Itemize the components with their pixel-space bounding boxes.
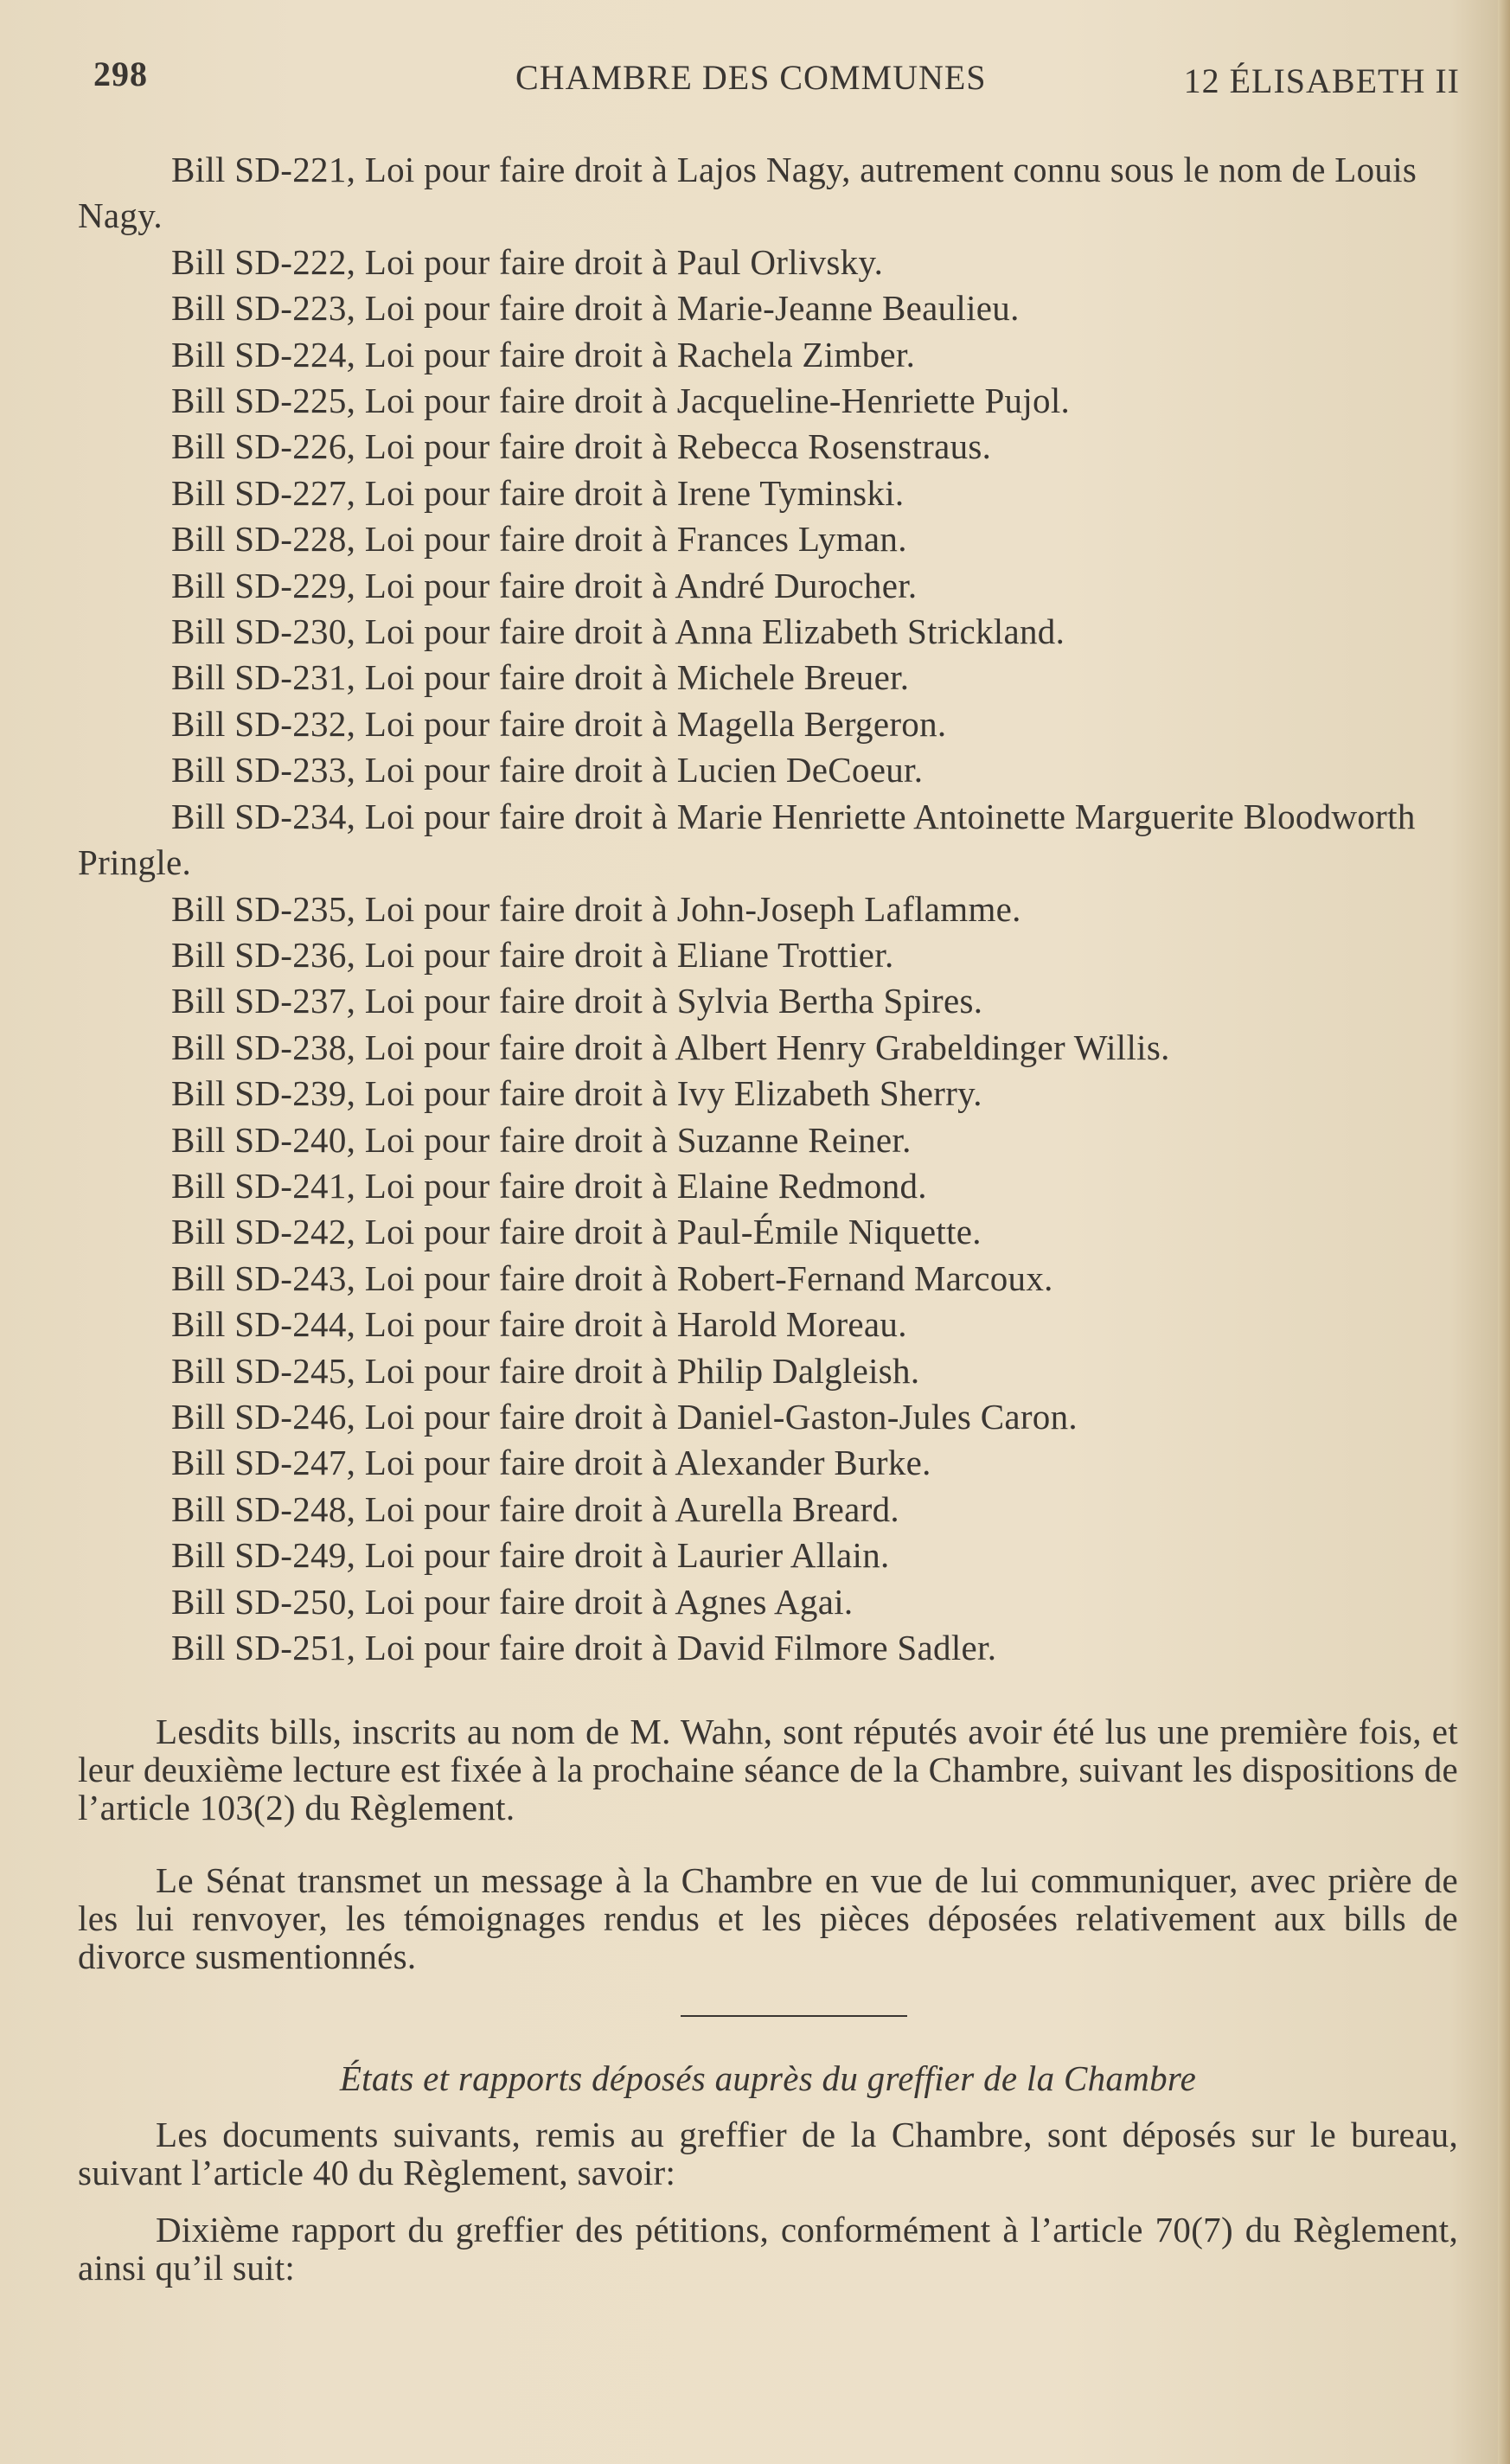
bill-entry: Bill SD-236, Loi pour faire droit à Eliane Trottier. [171, 934, 894, 975]
chamber-name: CHAMBRE DES COMMUNES [515, 58, 987, 97]
bill-entry: Bill SD-251, Loi pour faire droit à David Filmore Sadler. [171, 1628, 997, 1667]
documents-intro-paragraph: Les documents suivants, remis au greffier de la Chambre, sont déposés sur le bureau, suivant l’article 40 du Règlement, savoir: [78, 2115, 1458, 2193]
bill-entry: Bill SD-223, Loi pour faire droit à Marie-Jeanne Beaulieu. [171, 288, 1020, 329]
bill-entry: Bill SD-239, Loi pour faire droit à Ivy Elizabeth Sherry. [171, 1073, 982, 1114]
bill-entry: Bill SD-227, Loi pour faire droit à Irene Tyminski. [171, 472, 905, 513]
bill-entry: Bill SD-229, Loi pour faire droit à André Durocher. [171, 565, 918, 605]
bill-entry: Bill SD-242, Loi pour faire droit à Paul-Émile Niquette. [171, 1212, 982, 1252]
section-heading: États et rapports déposés auprès du greffier de la Chambre [339, 2058, 1197, 2099]
bill-entry: Bill SD-246, Loi pour faire droit à Daniel-Gaston-Jules Caron. [171, 1396, 1078, 1437]
bill-entry: Bill SD-231, Loi pour faire droit à Michele Breuer. [171, 657, 910, 698]
spacer [78, 1827, 1458, 1861]
spacer [78, 2192, 1458, 2211]
bill-entry: Bill SD-244, Loi pour faire droit à Harold Moreau. [171, 1304, 907, 1345]
bill-entry: Bill SD-233, Loi pour faire droit à Lucien DeCoeur. [171, 750, 924, 790]
bill-entry: Bill SD-225, Loi pour faire droit à Jacqueline-Henriette Pujol. [171, 381, 1071, 421]
bill-entry: Bill SD-238, Loi pour faire droit à Albert Henry Grabeldinger Willis. [171, 1027, 1170, 1067]
spacer [78, 1671, 1458, 1712]
bill-entry: Bill SD-243, Loi pour faire droit à Robert-Fernand Marcoux. [171, 1258, 1053, 1298]
page-edge [1498, 0, 1510, 2464]
bill-entry: Bill SD-232, Loi pour faire droit à Magella Bergeron. [171, 703, 947, 744]
bill-entry: Bill SD-234, Loi pour faire droit à Marie Henriette Antoinette Marguerite Bloodworth Pringle. [78, 796, 1416, 883]
bill-entry: Bill SD-237, Loi pour faire droit à Sylvia Bertha Spires. [171, 981, 983, 1021]
bill-entry: Bill SD-235, Loi pour faire droit à John-Joseph Laflamme. [171, 888, 1021, 929]
bill-entry: Bill SD-250, Loi pour faire droit à Agnes Agai. [171, 1581, 854, 1622]
bill-entry: Bill SD-228, Loi pour faire droit à Frances Lyman. [171, 519, 907, 560]
bill-list [78, 147, 1458, 1671]
petitions-report-paragraph: Dixième rapport du greffier des pétitions, conformément à l’article 70(7) du Règlement, ainsi qu’il suit: [78, 2210, 1458, 2288]
senate-message-paragraph: Le Sénat transmet un message à la Chambre en vue de lui communiquer, avec prière de les lui renvoyer, les témoignages rendus et les pièces déposées relativement aux bills de divorce susmentionnés. [78, 1860, 1458, 1977]
bill-entry: Bill SD-245, Loi pour faire droit à Philip Dalgleish. [171, 1350, 920, 1391]
session-name: 12 ÉLISABETH II [1183, 61, 1460, 100]
readings-paragraph: Lesdits bills, inscrits au nom de M. Wahn, sont réputés avoir été lus une première fois, et leur deuxième lecture est fixée à la prochaine séance de la Chambre, suivant les dispositions de l’article 103(2) du Règlement. [78, 1712, 1458, 1828]
bill-entry: Bill SD-247, Loi pour faire droit à Alexander Burke. [171, 1443, 931, 1483]
bill-entry: Bill SD-241, Loi pour faire droit à Elaine Redmond. [171, 1165, 927, 1206]
bill-entry: Bill SD-230, Loi pour faire droit à Anna Elizabeth Strickland. [171, 611, 1065, 652]
page-number: 298 [93, 54, 148, 93]
section-divider [681, 2015, 907, 2017]
bill-entry: Bill SD-222, Loi pour faire droit à Paul Orlivsky. [171, 241, 884, 282]
bill-entry: Bill SD-248, Loi pour faire droit à Aurella Breard. [171, 1488, 899, 1529]
body-text [78, 147, 1458, 2287]
bill-entry: Bill SD-240, Loi pour faire droit à Suzanne Reiner. [171, 1119, 912, 1160]
bill-entry: Bill SD-249, Loi pour faire droit à Laurier Allain. [171, 1535, 890, 1576]
bill-entry: Bill SD-224, Loi pour faire droit à Rachela Zimber. [171, 334, 916, 374]
running-header [93, 54, 1460, 102]
bill-entry: Bill SD-226, Loi pour faire droit à Rebecca Rosenstraus. [171, 426, 992, 467]
bill-entry: Bill SD-221, Loi pour faire droit à Lajos Nagy, autrement connu sous le nom de Louis Nagy. [78, 150, 1417, 236]
